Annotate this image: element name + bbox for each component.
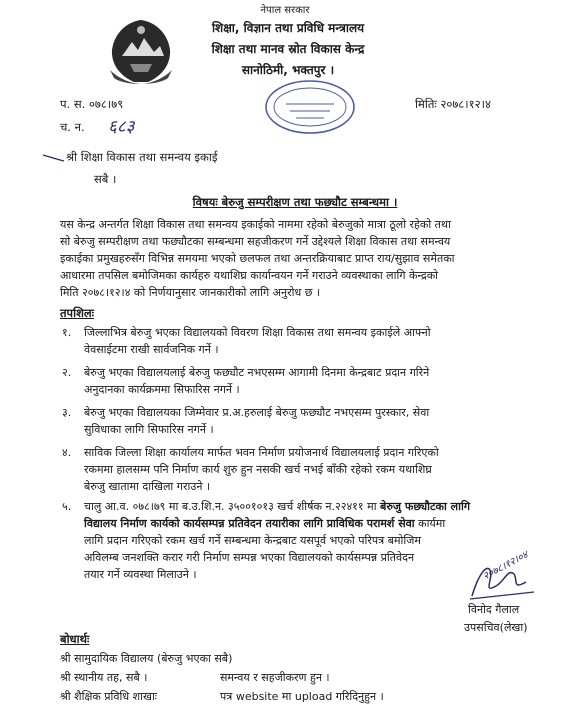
body-line: सो बेरुजु सम्परीक्षण तथा फछ्यौटका सम्बन्धमा सहजीकरण गर्ने उद्देश्यले शिक्षा विकास तथा समन्वय — [60, 235, 451, 248]
nepal-emblem — [104, 16, 178, 88]
body-line: मिति २०७८।१२।४ को निर्णयानुसार जानकारीको लागि अनुरोध छ । — [60, 286, 321, 299]
letter-body — [60, 216, 538, 301]
letter-subject: विषयः बेरुजु सम्परीक्षण तथा फछ्यौट सम्बन्धमा । — [192, 195, 398, 209]
dispatch-number-handwritten: ६८३ — [108, 117, 135, 137]
signature-date-handwritten: २०७८।१२।०४ — [481, 549, 531, 583]
item-line: सुविधाका लागि सिफारिस नगर्ने । — [84, 423, 214, 436]
letterhead-address: सानोठिमी, भक्तपुर । — [241, 63, 335, 77]
signatory-designation: उपसचिव(लेखा) — [464, 621, 528, 634]
item-line: वेवसाईटमा राखी सार्वजनिक गर्ने । — [84, 343, 219, 356]
item-text: कार्यमा — [414, 517, 446, 530]
item-number: ३. — [62, 406, 72, 419]
item-line: अविलम्ब जनशक्ति करार गरी निर्माण सम्पन्न भएका विद्यालयको कार्यसम्पन्न प्रतिवेदन — [84, 551, 415, 564]
letterhead-center: शिक्षा तथा मानव स्रोत विकास केन्द्र — [211, 42, 365, 56]
body-line: यस केन्द्र अन्तर्गत शिक्षा विकास तथा समन्वय इकाईको नाममा रहेको बेरुजुको मात्रा ठूलो रहेको तथा — [60, 218, 451, 231]
item-line: लागि प्रदान गरिएको रकम खर्च गर्ने सम्बन्धमा केन्द्रबाट यसपूर्व भएको परिपत्र बमोजिम — [84, 534, 421, 547]
item-text-bold: बेरुजु फछ्यौटका लागि — [380, 500, 471, 513]
addressee-tick-mark — [42, 148, 66, 162]
item-line — [84, 498, 534, 515]
list-item-2 — [62, 364, 534, 398]
item-line: साविक जिल्ला शिक्षा कार्यालय मार्फत भवन निर्माण प्रयोजनार्थ विद्यालयलाई प्रदान गरिएको — [84, 446, 439, 459]
cc-heading: बोधार्थः — [60, 632, 90, 646]
item-number: २. — [62, 366, 72, 379]
item-text: चालु आ.व. ०७८।७९ मा ब.उ.शि.न. ३५००१०१३ खर्च शीर्षक न.२२४११ मा — [84, 500, 381, 513]
cc-note: समन्वय र सहजीकरण हुन । — [220, 671, 330, 684]
list-item-4 — [62, 444, 534, 495]
cc-recipient: श्री स्थानीय तह, सबै । — [60, 671, 148, 684]
item-line: जिल्लाभित्र बेरुजु भएका विद्यालयको विवरण शिक्षा विकास तथा समन्वय इकाईले आफ्नो — [84, 326, 431, 339]
letterhead-country: नेपाल सरकार — [260, 5, 310, 16]
body-line: इकाईका प्रमुखहरुसँग विभिन्न समयमा भएको छलफल तथा अन्तरक्रियाबाट प्राप्त राय/सुझाव समेतका — [60, 252, 455, 265]
signatory-name: विनोद गैलाल — [468, 603, 520, 616]
list-item-3 — [62, 404, 534, 438]
letter-ref-number: प. स. ०७८।७९ — [60, 97, 124, 111]
item-line: रकममा हालसम्म पनि निर्माण कार्य शुरु हुन नसकी खर्च नभई बाँकी रहेको रकम यथाशिघ्र — [84, 463, 432, 476]
item-line: अनुदानका कार्यक्रममा सिफारिस नगर्ने । — [84, 383, 240, 396]
office-seal-stamp — [262, 78, 358, 136]
body-line: आधारमा तपसिल बमोजिमका कार्यहरु यथाशिघ्र कार्यान्वयन गर्ने गराउने व्यवस्थाका लागि केन्द्रको — [60, 269, 438, 282]
item-line: बेरुजु भएका विद्यालयलाई बेरुजु फछ्यौट नभएसम्म आगामी दिनमा केन्द्रबाट प्रदान गरिने — [84, 366, 430, 379]
list-item-1 — [62, 324, 534, 358]
letterhead-ministry: शिक्षा, विज्ञान तथा प्रविधि मन्त्रालय — [211, 21, 365, 35]
item-line: बेरुजु खातामा दाखिला गराउने । — [84, 480, 211, 493]
addressee-line1: श्री शिक्षा विकास तथा समन्वय इकाई — [66, 150, 218, 164]
dispatch-number-label: च. न. — [60, 120, 85, 134]
list-item-5 — [62, 498, 534, 583]
letter-date: मितिः २०७८।१२।४ — [415, 97, 491, 111]
cc-note: पत्र website मा upload गरिदिनुहुन । — [220, 690, 384, 703]
cc-recipient: श्री सामुदायिक विद्यालय (बेरुजु भएका सबै) — [60, 652, 233, 665]
item-line: बेरुजु भएका विद्यालयका जिम्मेवार प्र.अ.हरुलाई बेरुजु फछ्यौट नभएसम्म पुरस्कार, सेवा — [84, 406, 430, 419]
cc-recipient: श्री शैक्षिक प्रविधि शाखाः — [60, 690, 158, 703]
details-heading: तपशिलः — [60, 306, 95, 320]
item-number: ४. — [62, 446, 72, 459]
cc-row — [60, 689, 540, 704]
item-text-bold: विद्यालय निर्माण कार्यको कार्यसम्पन्न प्रतिवेदन तयारीका लागि प्राविधिक परामर्श सेवा — [84, 517, 415, 530]
item-number: ५. — [62, 500, 72, 513]
addressee-line2: सबै । — [94, 172, 117, 186]
item-line: तयार गर्ने व्यवस्था मिलाउने । — [84, 568, 197, 581]
item-number: १. — [62, 326, 72, 339]
cc-row — [60, 670, 540, 685]
cc-row — [60, 651, 540, 666]
item-line — [84, 515, 534, 532]
